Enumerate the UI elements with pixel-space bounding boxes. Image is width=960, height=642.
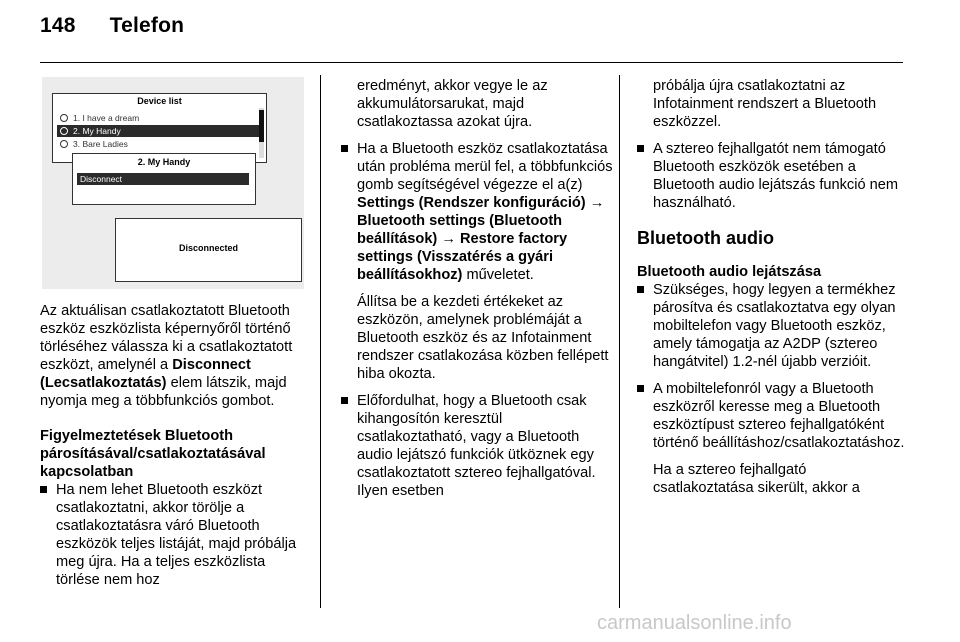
watermark: carmanualsonline.info (597, 612, 792, 634)
device-menu-title: 2. My Handy (137, 157, 191, 167)
bullet-square-icon (341, 397, 348, 404)
device-list-item: 1. I have a dream (57, 112, 262, 124)
subsection-heading: Bluetooth audio lejátszása (637, 264, 822, 280)
bullet-continuation: Állítsa be a kezdeti értékeket az eszközön, amelynek problémáját a Bluetooth eszköz és az Infotainment rendszer csatlakozása közben fellépett hiba okozta. (357, 294, 609, 382)
column-divider-1 (320, 75, 321, 608)
continued-paragraph: eredményt, akkor vegye le az akkumulátorsarukat, majd csatlakoztassa azokat újra. (357, 78, 548, 130)
chapter-title: Telefon (109, 14, 185, 37)
continued-paragraph: próbálja újra csatlakoztatni az Infotainment rendszert a Bluetooth eszközzel. (653, 78, 877, 130)
header-rule (40, 62, 903, 63)
column-1 (40, 302, 312, 589)
device-list-item: 3. Bare Ladies (57, 138, 262, 150)
column-3 (637, 77, 907, 497)
bullet-square-icon (637, 145, 644, 152)
radio-icon (60, 114, 68, 122)
intro-paragraph: Az aktuálisan csatlakoztatott Bluetooth eszköz eszközlista képernyőről történő törléséhez válassza ki a csatlakoztatott eszközt, amelynél a Disconnect (Lecsatlakoztatás) elem látszik, majd nyomja meg a többfunkciós gombot. (40, 303, 293, 409)
section-heading: Bluetooth audio (637, 228, 774, 248)
bullet-square-icon (637, 385, 644, 392)
bullet-item: Ha a Bluetooth eszköz csatlakoztatása után probléma merül fel, a többfunkciós gomb segítségével végezze el a(z) Settings (Rendszer konfiguráció) → Bluetooth settings (Bluetooth beállítások) → Restore factory settings (Visszatérés a gyári beállításokhoz) műveletet. (341, 140, 615, 284)
bullet-square-icon (40, 486, 47, 493)
disconnect-menu-item: Disconnect (77, 173, 249, 185)
bullet-square-icon (341, 145, 348, 152)
disconnected-panel (115, 218, 302, 282)
bullet-item: A sztereo fejhallgatót nem támogató Bluetooth eszközök esetében a Bluetooth audio lejátszás funkció nem használható. (637, 140, 907, 212)
bullet-item: Ha nem lehet Bluetooth eszközt csatlakoztatni, akkor törölje a csatlakoztatásra váró Bluetooth eszközök teljes listáját, majd próbálja meg újra. Ha a teljes eszközlista törlése nem hoz (40, 481, 312, 589)
radio-selected-icon (60, 127, 68, 135)
bullet-item: Előfordulhat, hogy a Bluetooth csak kihangosítón keresztül csatlakoztatható, vagy a Bluetooth audio lejátszó funkciók ütköznek egy csatlakoztatott sztereo fejhallgatóval. Ilyen esetben (341, 392, 615, 500)
warnings-heading: Figyelmeztetések Bluetooth párosításával/csatlakoztatásával kapcsolatban (40, 428, 266, 480)
bullet-item: Szükséges, hogy legyen a termékhez párosítva és csatlakoztatva egy olyan mobiltelefon vagy Bluetooth eszköz, amely támogatja az A2DP (sztereo hangátvitel) 1.2-nél újabb verzióit. (637, 281, 907, 371)
page-header (40, 14, 184, 38)
radio-icon (60, 140, 68, 148)
bullet-continuation: Ha a sztereo fejhallgató csatlakoztatása sikerült, akkor a (653, 462, 860, 496)
scrollbar-thumb (259, 110, 264, 142)
bullet-item: A mobiltelefonról vagy a Bluetooth eszközről keresse meg a Bluetooth eszköztípust sztereo fejhallgatóként történő beállításhoz/csatlakoztatáshoz. (637, 380, 907, 452)
disconnected-text: Disconnected (178, 243, 238, 253)
device-list-title: Device list (137, 96, 182, 106)
device-menu-panel (72, 153, 256, 205)
screen-illustration (42, 77, 304, 289)
device-list-item-selected: 2. My Handy (57, 125, 262, 137)
column-2 (341, 77, 615, 500)
bullet-square-icon (637, 286, 644, 293)
page-number: 148 (40, 14, 76, 37)
column-divider-2 (619, 75, 620, 608)
